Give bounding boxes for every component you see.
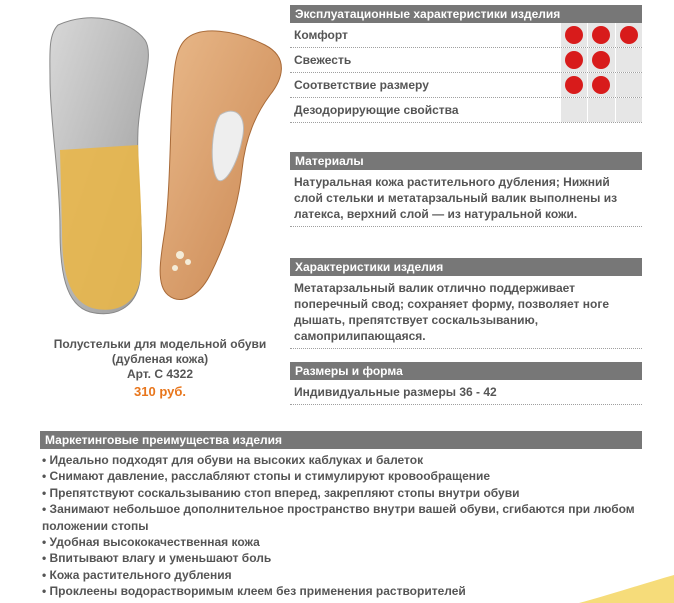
rating-cell bbox=[587, 98, 614, 122]
characteristic-row bbox=[290, 98, 642, 123]
rating-cell bbox=[615, 48, 642, 72]
rating-dot bbox=[592, 76, 610, 94]
materials-header: Материалы bbox=[290, 152, 642, 170]
marketing-item: • Снимают давление, расслабляют стопы и стимулируют кровообращение bbox=[42, 468, 642, 484]
rating-cells bbox=[560, 48, 642, 72]
rating-cell bbox=[587, 23, 614, 47]
sizes-text: Индивидуальные размеры 36 - 42 bbox=[290, 380, 642, 405]
marketing-section bbox=[40, 431, 642, 600]
rating-dot bbox=[565, 26, 583, 44]
marketing-header: Маркетинговые преимущества изделия bbox=[40, 431, 642, 449]
characteristic-row bbox=[290, 23, 642, 48]
rating-cell bbox=[560, 98, 587, 122]
rating-cell bbox=[615, 23, 642, 47]
rating-dot bbox=[592, 26, 610, 44]
product-image bbox=[20, 0, 290, 325]
characteristic-label: Свежесть bbox=[294, 53, 352, 67]
characteristic-row bbox=[290, 73, 642, 98]
rating-dot bbox=[565, 51, 583, 69]
materials-section bbox=[290, 152, 642, 227]
characteristics-header: Эксплуатационные характеристики изделия bbox=[290, 5, 642, 23]
rating-cell bbox=[615, 98, 642, 122]
characteristic-label: Комфорт bbox=[294, 28, 348, 42]
marketing-item: • Занимают небольшое дополнительное пространство внутри вашей обуви, сгибаются при любом положении стопы bbox=[42, 501, 642, 534]
marketing-item: • Идеально подходят для обуви на высоких каблуках и балеток bbox=[42, 452, 642, 468]
product-caption bbox=[40, 337, 280, 399]
rating-dot bbox=[565, 76, 583, 94]
rating-cell bbox=[587, 73, 614, 97]
rating-cell bbox=[587, 48, 614, 72]
rating-cells bbox=[560, 98, 642, 122]
marketing-item: • Проклеены водорастворимым клеем без применения растворителей bbox=[42, 583, 642, 599]
sizes-section bbox=[290, 362, 642, 405]
marketing-item: • Препятствуют соскальзыванию стоп вперед, закрепляют стопы внутри обуви bbox=[42, 485, 642, 501]
characteristic-label: Дезодорирующие свойства bbox=[294, 103, 459, 117]
sizes-header: Размеры и форма bbox=[290, 362, 642, 380]
product-name-line1: Полустельки для модельной обуви bbox=[53, 337, 267, 351]
features-header: Характеристики изделия bbox=[290, 258, 642, 276]
features-section bbox=[290, 258, 642, 349]
rating-dot bbox=[620, 26, 638, 44]
rating-dot bbox=[592, 51, 610, 69]
materials-text: Натуральная кожа растительного дубления; Нижний слой стельки и метатарзальный валик выполнены из латекса, верхний слой — из натуральной кожи. bbox=[290, 170, 642, 227]
marketing-item: • Кожа растительного дубления bbox=[42, 567, 642, 583]
characteristic-row bbox=[290, 48, 642, 73]
characteristics-table bbox=[290, 5, 642, 123]
characteristic-label: Соответствие размеру bbox=[294, 78, 429, 92]
marketing-list bbox=[40, 449, 642, 600]
rating-cell bbox=[560, 48, 587, 72]
rating-cell bbox=[560, 23, 587, 47]
product-name-line2: (дубленая кожа) bbox=[111, 352, 209, 366]
rating-cells bbox=[560, 23, 642, 47]
marketing-item: • Удобная высококачественная кожа bbox=[42, 534, 642, 550]
product-article: Арт. С 4322 bbox=[126, 367, 194, 381]
rating-cell bbox=[560, 73, 587, 97]
decorative-swoosh bbox=[579, 575, 674, 603]
rating-cell bbox=[615, 73, 642, 97]
marketing-item: • Впитывают влагу и уменьшают боль bbox=[42, 550, 642, 566]
rating-cells bbox=[560, 73, 642, 97]
features-text: Метатарзальный валик отлично поддерживает поперечный свод; сохраняет форму, позволяет ноге дышать, препятствует соскальзыванию, самоприлипающаяся. bbox=[290, 276, 642, 349]
product-price: 310 руб. bbox=[134, 384, 186, 399]
